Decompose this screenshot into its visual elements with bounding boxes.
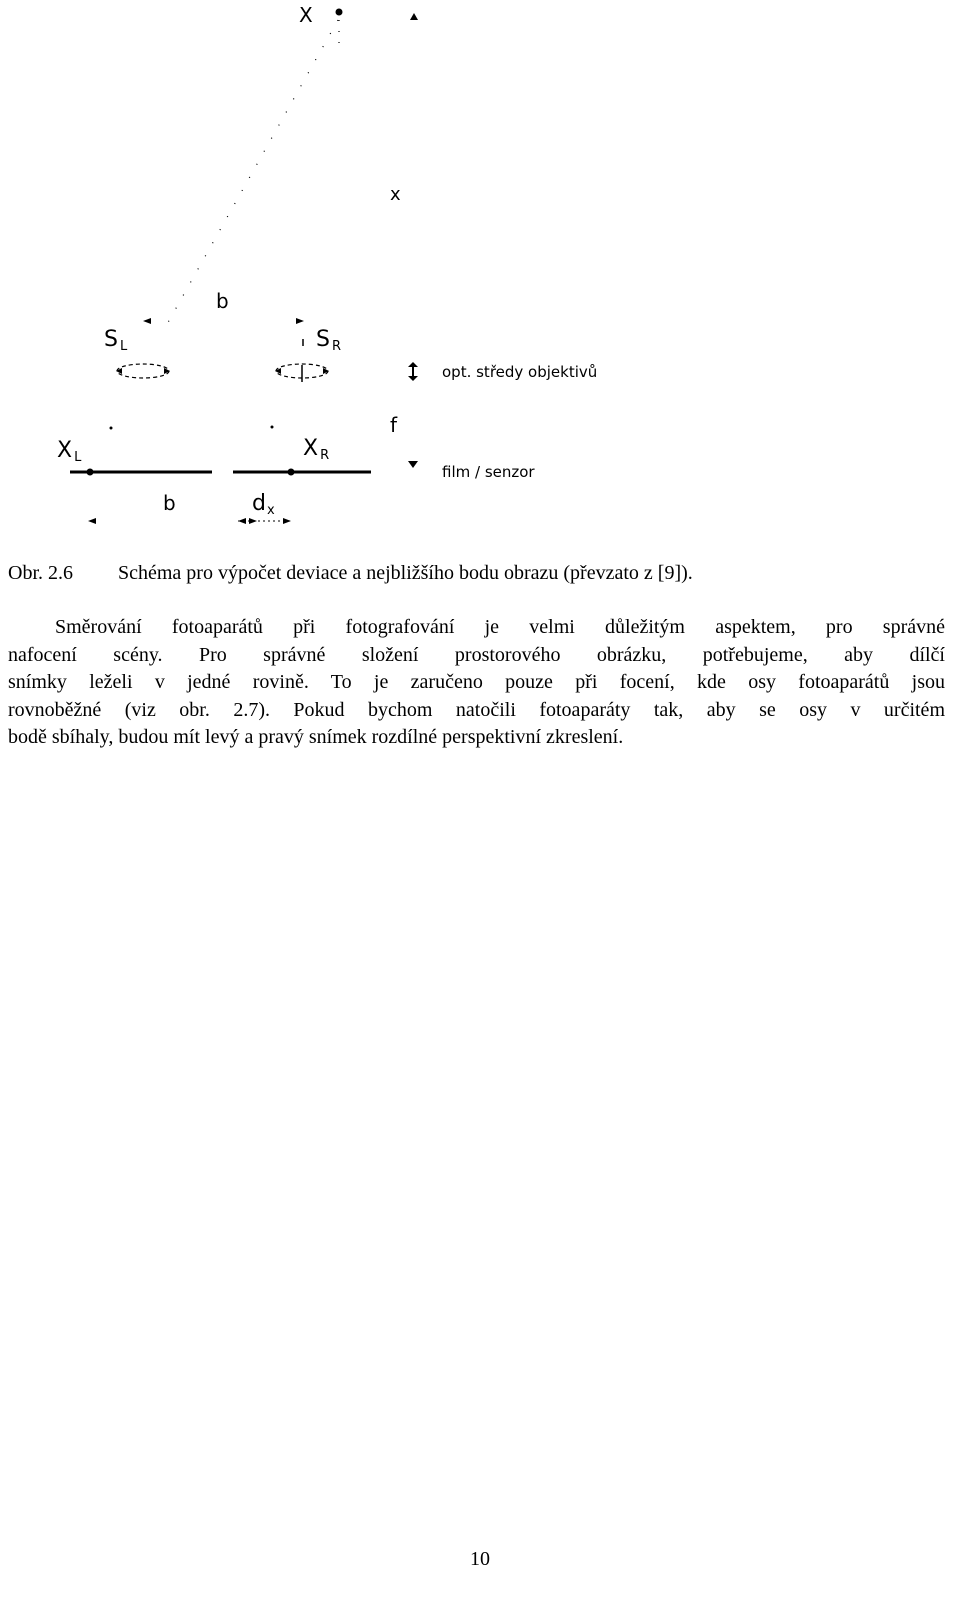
paragraph-line: snímky leželi v jedné rovině. To je zaručeno pouze při focení, kde osy fotoaparátů jsou [8,671,945,693]
paragraph-line: nafocení scény. Pro správné složení prostorového obrázku, potřebujeme, aby dílčí [8,643,945,666]
disparity-dx-label: dx [252,491,275,518]
focal-length-f-label: f [390,413,398,437]
opt-centers-arrow-up [408,362,418,367]
opt-centers-arrow-down [408,376,418,381]
page-number: 10 [470,1548,490,1570]
left-image-point [87,469,94,476]
paragraph-line: rovnoběžné (viz obr. 2.7). Pokud bychom natočili fotoaparáty tak, aby se osy v určitém [8,698,945,721]
disparity-arrow-mid [249,518,257,524]
baseline-b-top-label: b [216,289,229,313]
point-x-label: X [299,3,313,27]
baseline-arrow-left [143,318,151,324]
ray-left-dotted [166,20,338,326]
disparity-arrow-left [238,518,246,524]
paragraph-line: bodě sbíhaly, budou mít levý a pravý snímek rozdílné perspektivní zkreslení. [8,726,624,748]
distance-x-label: x [390,184,401,205]
stereo-geometry-diagram [0,0,960,545]
image-xl-label: X L [57,438,82,465]
bottom-b-arrow-left [88,518,96,524]
paragraph-line: Směrování fotoaparátů při fotografování je velmi důležitým aspektem, pro správné [55,616,945,638]
center-sl-label: S L [104,327,128,354]
ray-left-dot [110,427,113,430]
figure-caption-text: Schéma pro výpočet deviace a nejbližšího bodu obrazu (převzato z [9]). [118,562,693,584]
center-sr-label: S R [316,327,342,354]
figure-caption [8,562,693,585]
right-image-point [288,469,295,476]
baseline-arrow-right [296,318,304,324]
distance-x-arrow-top [410,13,418,20]
body-paragraph [8,614,945,752]
left-lens [117,364,169,378]
image-xr-label: X R [303,436,330,463]
focal-length-arrow-down [408,461,418,468]
figure-number: Obr. 2.6 [8,562,73,584]
disparity-arrow-right [283,518,291,524]
baseline-b-bottom-label: b [163,491,176,515]
point-x-marker [336,9,343,16]
ray-right-dot [271,426,274,429]
film-sensor-label: film / senzor [442,463,535,481]
opt-centers-label: opt. středy objektivů [442,363,598,381]
